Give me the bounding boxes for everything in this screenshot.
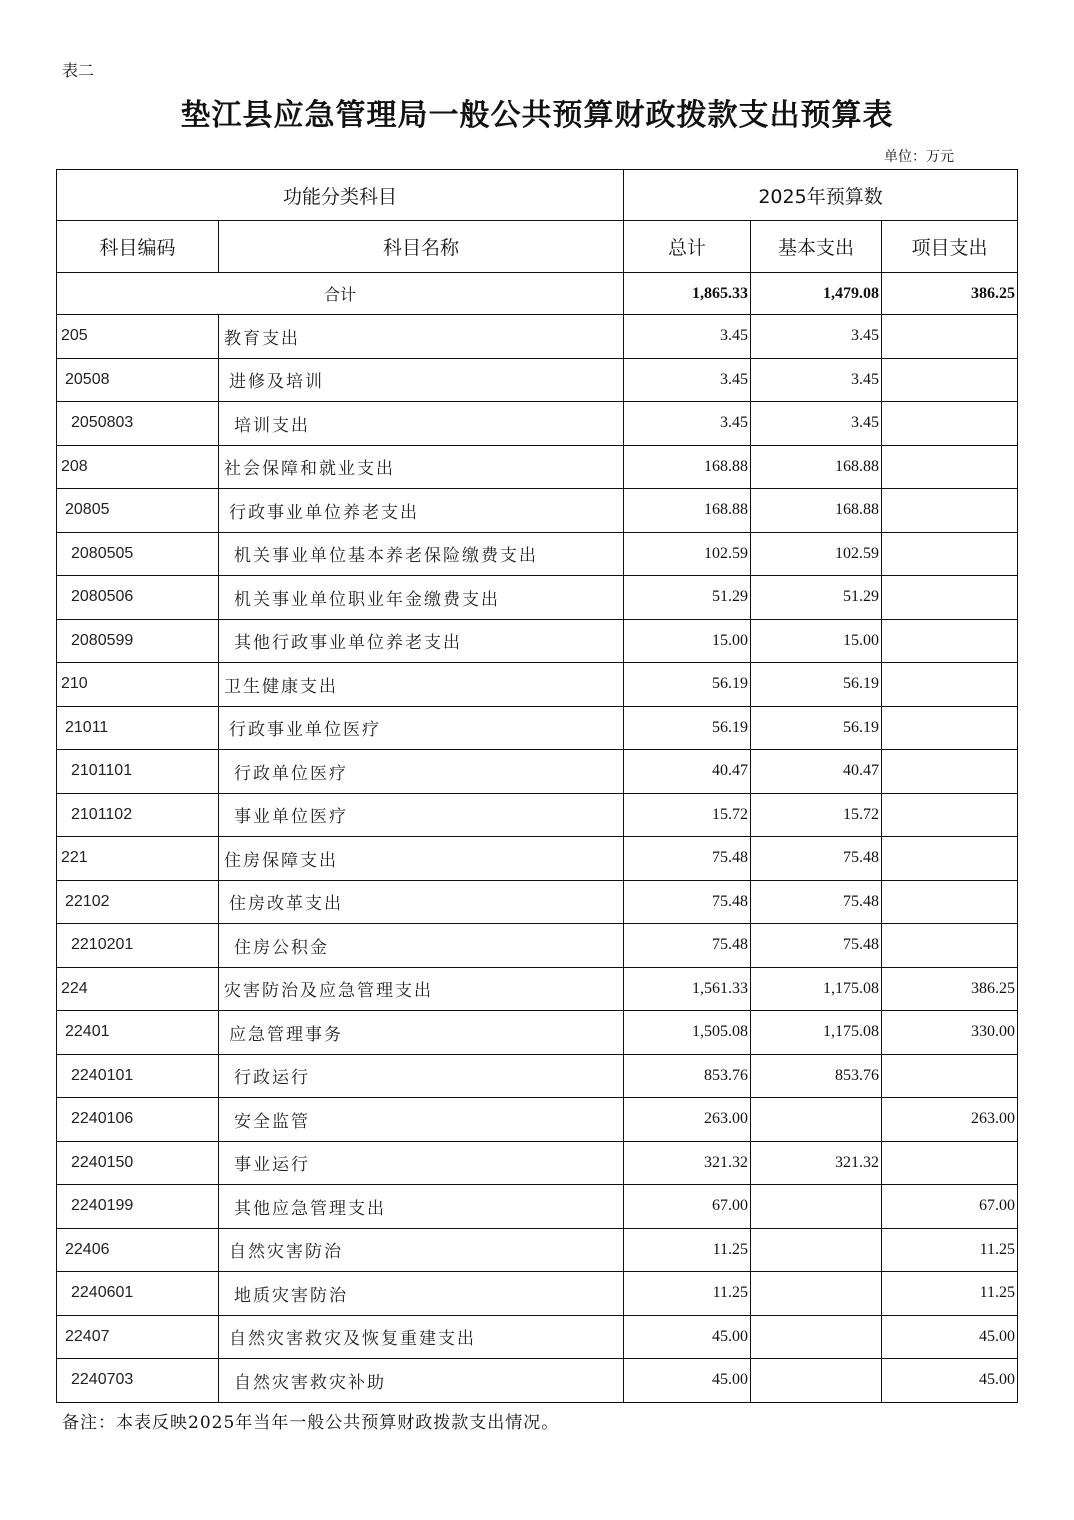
row-total-value: 75.48 (624, 880, 751, 924)
row-project-value (882, 315, 1018, 359)
row-name: 其他应急管理支出 (219, 1185, 624, 1229)
row-project-value: 263.00 (882, 1098, 1018, 1142)
table-row (57, 1228, 1018, 1272)
row-basic-value: 853.76 (751, 1054, 882, 1098)
table-row (57, 576, 1018, 620)
table-row (57, 1315, 1018, 1359)
row-project-value: 45.00 (882, 1315, 1018, 1359)
row-total-value: 168.88 (624, 489, 751, 533)
table-row (57, 1011, 1018, 1055)
budget-table (56, 169, 1018, 1403)
row-basic-value: 56.19 (751, 663, 882, 707)
row-total-value: 263.00 (624, 1098, 751, 1142)
table-row (57, 358, 1018, 402)
row-total-value: 853.76 (624, 1054, 751, 1098)
row-total-value: 67.00 (624, 1185, 751, 1229)
row-project-value (882, 1054, 1018, 1098)
row-total-value: 51.29 (624, 576, 751, 620)
row-total-value: 45.00 (624, 1359, 751, 1403)
row-basic-value: 75.48 (751, 880, 882, 924)
table-row (57, 445, 1018, 489)
row-project-value (882, 576, 1018, 620)
row-project-value (882, 924, 1018, 968)
row-name: 安全监管 (219, 1098, 624, 1142)
row-code: 22406 (57, 1228, 219, 1272)
row-total-value: 56.19 (624, 706, 751, 750)
row-project-value (882, 1141, 1018, 1185)
row-name: 进修及培训 (219, 358, 624, 402)
total-basic: 1,479.08 (751, 273, 882, 315)
row-basic-value: 1,175.08 (751, 967, 882, 1011)
row-basic-value: 15.00 (751, 619, 882, 663)
table-row (57, 750, 1018, 794)
row-project-value (882, 358, 1018, 402)
row-project-value (882, 750, 1018, 794)
row-name: 机关事业单位基本养老保险缴费支出 (219, 532, 624, 576)
row-project-value (882, 837, 1018, 881)
row-basic-value: 1,175.08 (751, 1011, 882, 1055)
row-code: 2240106 (57, 1098, 219, 1142)
row-total-value: 3.45 (624, 358, 751, 402)
row-basic-value: 40.47 (751, 750, 882, 794)
row-project-value (882, 445, 1018, 489)
row-code: 2240199 (57, 1185, 219, 1229)
header-row-2 (57, 221, 1018, 273)
row-total-value: 75.48 (624, 924, 751, 968)
row-name: 事业运行 (219, 1141, 624, 1185)
row-project-value (882, 532, 1018, 576)
row-code: 22407 (57, 1315, 219, 1359)
row-code: 22102 (57, 880, 219, 924)
header-total: 总计 (624, 221, 751, 273)
table-row (57, 402, 1018, 446)
table-row (57, 315, 1018, 359)
table-row (57, 837, 1018, 881)
row-code: 210 (57, 663, 219, 707)
row-code: 21011 (57, 706, 219, 750)
row-code: 2080506 (57, 576, 219, 620)
row-basic-value: 3.45 (751, 315, 882, 359)
row-basic-value (751, 1098, 882, 1142)
total-total: 1,865.33 (624, 273, 751, 315)
row-name: 行政事业单位养老支出 (219, 489, 624, 533)
row-name: 地质灾害防治 (219, 1272, 624, 1316)
table-row (57, 1272, 1018, 1316)
row-total-value: 1,505.08 (624, 1011, 751, 1055)
row-basic-value: 168.88 (751, 489, 882, 533)
row-basic-value: 51.29 (751, 576, 882, 620)
row-code: 2101101 (57, 750, 219, 794)
table-row (57, 619, 1018, 663)
table-row (57, 1054, 1018, 1098)
row-total-value: 11.25 (624, 1272, 751, 1316)
row-name: 事业单位医疗 (219, 793, 624, 837)
row-name: 其他行政事业单位养老支出 (219, 619, 624, 663)
table-label: 表二 (62, 61, 95, 80)
header-row-1 (57, 170, 1018, 221)
row-name: 住房改革支出 (219, 880, 624, 924)
row-total-value: 1,561.33 (624, 967, 751, 1011)
row-basic-value: 3.45 (751, 358, 882, 402)
row-basic-value: 75.48 (751, 837, 882, 881)
table-row (57, 1359, 1018, 1403)
row-code: 2101102 (57, 793, 219, 837)
row-name: 行政单位医疗 (219, 750, 624, 794)
table-row (57, 532, 1018, 576)
unit-label: 单位：万元 (884, 149, 954, 165)
row-basic-value: 15.72 (751, 793, 882, 837)
row-code: 22401 (57, 1011, 219, 1055)
total-row (57, 273, 1018, 315)
total-project: 386.25 (882, 273, 1018, 315)
row-project-value (882, 489, 1018, 533)
row-code: 2240601 (57, 1272, 219, 1316)
row-total-value: 3.45 (624, 402, 751, 446)
header-code: 科目编码 (57, 221, 219, 273)
table-row (57, 1098, 1018, 1142)
row-total-value: 168.88 (624, 445, 751, 489)
row-name: 行政运行 (219, 1054, 624, 1098)
row-name: 行政事业单位医疗 (219, 706, 624, 750)
row-total-value: 11.25 (624, 1228, 751, 1272)
table-row (57, 706, 1018, 750)
row-name: 住房保障支出 (219, 837, 624, 881)
row-code: 2240703 (57, 1359, 219, 1403)
table-row (57, 924, 1018, 968)
row-project-value: 386.25 (882, 967, 1018, 1011)
row-project-value: 11.25 (882, 1228, 1018, 1272)
row-basic-value (751, 1315, 882, 1359)
row-project-value (882, 793, 1018, 837)
table-row (57, 880, 1018, 924)
row-name: 住房公积金 (219, 924, 624, 968)
row-name: 卫生健康支出 (219, 663, 624, 707)
row-code: 20508 (57, 358, 219, 402)
row-basic-value (751, 1359, 882, 1403)
row-basic-value: 75.48 (751, 924, 882, 968)
row-basic-value (751, 1228, 882, 1272)
row-project-value: 11.25 (882, 1272, 1018, 1316)
row-total-value: 321.32 (624, 1141, 751, 1185)
row-basic-value: 56.19 (751, 706, 882, 750)
table-row (57, 793, 1018, 837)
row-project-value: 330.00 (882, 1011, 1018, 1055)
table-row (57, 1185, 1018, 1229)
header-function-class: 功能分类科目 (57, 170, 624, 221)
row-name: 培训支出 (219, 402, 624, 446)
row-code: 221 (57, 837, 219, 881)
row-total-value: 15.72 (624, 793, 751, 837)
table-row (57, 1141, 1018, 1185)
row-code: 2240101 (57, 1054, 219, 1098)
row-code: 2080505 (57, 532, 219, 576)
row-project-value: 67.00 (882, 1185, 1018, 1229)
row-total-value: 45.00 (624, 1315, 751, 1359)
row-total-value: 56.19 (624, 663, 751, 707)
footnote: 备注：本表反映2025年当年一般公共预算财政拨款支出情况。 (62, 1413, 560, 1433)
total-label: 合计 (57, 273, 624, 315)
table-row (57, 489, 1018, 533)
table-row (57, 967, 1018, 1011)
row-name: 灾害防治及应急管理支出 (219, 967, 624, 1011)
row-code: 205 (57, 315, 219, 359)
row-total-value: 40.47 (624, 750, 751, 794)
row-project-value (882, 706, 1018, 750)
table-row (57, 663, 1018, 707)
header-basic: 基本支出 (751, 221, 882, 273)
row-code: 224 (57, 967, 219, 1011)
row-basic-value: 3.45 (751, 402, 882, 446)
page-title: 垫江县应急管理局一般公共预算财政拨款支出预算表 (180, 98, 894, 133)
row-code: 20805 (57, 489, 219, 533)
row-project-value (882, 880, 1018, 924)
row-total-value: 3.45 (624, 315, 751, 359)
row-code: 2080599 (57, 619, 219, 663)
header-name: 科目名称 (219, 221, 624, 273)
row-project-value: 45.00 (882, 1359, 1018, 1403)
row-project-value (882, 663, 1018, 707)
row-basic-value (751, 1185, 882, 1229)
row-code: 2240150 (57, 1141, 219, 1185)
row-code: 208 (57, 445, 219, 489)
row-total-value: 15.00 (624, 619, 751, 663)
row-code: 2210201 (57, 924, 219, 968)
row-name: 机关事业单位职业年金缴费支出 (219, 576, 624, 620)
row-basic-value: 168.88 (751, 445, 882, 489)
row-code: 2050803 (57, 402, 219, 446)
row-name: 应急管理事务 (219, 1011, 624, 1055)
row-name: 自然灾害防治 (219, 1228, 624, 1272)
row-basic-value: 102.59 (751, 532, 882, 576)
row-basic-value (751, 1272, 882, 1316)
header-budget-year: 2025年预算数 (624, 170, 1018, 221)
row-project-value (882, 619, 1018, 663)
row-total-value: 102.59 (624, 532, 751, 576)
row-name: 教育支出 (219, 315, 624, 359)
row-name: 自然灾害救灾补助 (219, 1359, 624, 1403)
header-project: 项目支出 (882, 221, 1018, 273)
row-name: 社会保障和就业支出 (219, 445, 624, 489)
row-name: 自然灾害救灾及恢复重建支出 (219, 1315, 624, 1359)
row-total-value: 75.48 (624, 837, 751, 881)
row-basic-value: 321.32 (751, 1141, 882, 1185)
row-project-value (882, 402, 1018, 446)
